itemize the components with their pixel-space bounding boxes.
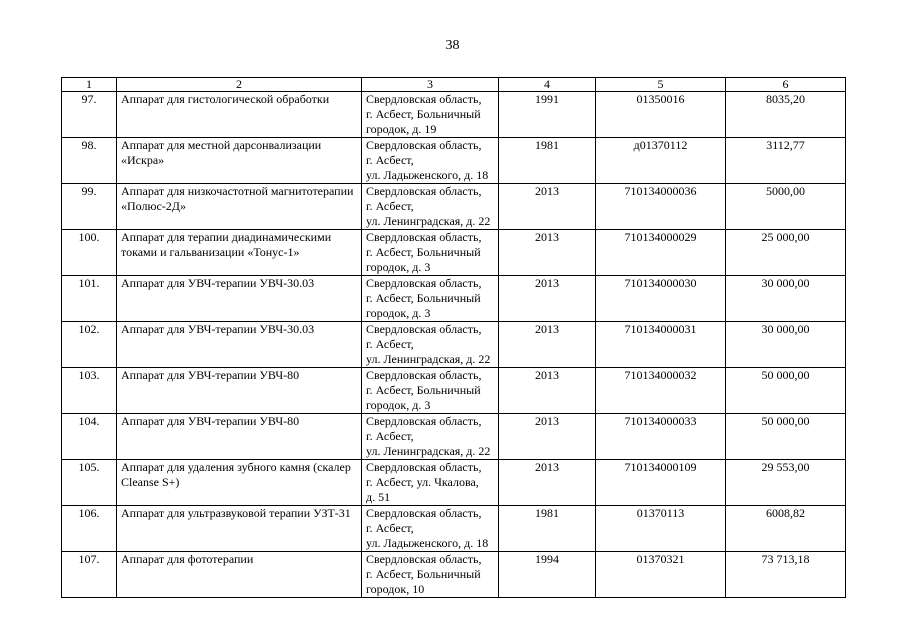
address-line: Свердловская область,: [366, 230, 482, 244]
value-cell: 5000,00: [726, 184, 846, 230]
inventory-table: [61, 77, 846, 598]
year-cell: 1981: [499, 506, 596, 552]
address-line: Свердловская область,: [366, 368, 482, 382]
year-cell: 2013: [499, 230, 596, 276]
address-line: г. Асбест,: [366, 153, 414, 167]
item-name-cell: Аппарат для ультразвуковой терапии УЗТ-31: [117, 506, 362, 552]
address-line: Свердловская область,: [366, 138, 482, 152]
address-line: городок, д. 3: [366, 260, 431, 274]
address-cell: [362, 92, 499, 138]
year-cell: 2013: [499, 414, 596, 460]
item-name-cell: Аппарат для низкочастотной магнитотерапии «Полюс-2Д»: [117, 184, 362, 230]
value-cell: 30 000,00: [726, 276, 846, 322]
address-line: ул. Ладыженского, д. 18: [366, 536, 489, 550]
address-line: городок, д. 3: [366, 306, 431, 320]
address-cell: [362, 230, 499, 276]
value-cell: 3112,77: [726, 138, 846, 184]
value-cell: 50 000,00: [726, 368, 846, 414]
address-line: городок, 10: [366, 582, 425, 596]
address-line: г. Асбест, Больничный: [366, 291, 481, 305]
item-name-cell: Аппарат для фототерапии: [117, 552, 362, 598]
row-number-cell: 100.: [62, 230, 117, 276]
table-row: [62, 460, 846, 506]
row-number-cell: 98.: [62, 138, 117, 184]
value-cell: 8035,20: [726, 92, 846, 138]
table-row: [62, 138, 846, 184]
address-cell: [362, 552, 499, 598]
inventory-number-cell: 01350016: [596, 92, 726, 138]
address-line: ул. Ленинградская, д. 22: [366, 214, 491, 228]
address-line: Свердловская область,: [366, 322, 482, 336]
column-header: 1: [62, 78, 117, 92]
row-number-cell: 105.: [62, 460, 117, 506]
inventory-number-cell: 710134000029: [596, 230, 726, 276]
address-line: Свердловская область,: [366, 506, 482, 520]
address-line: Свердловская область,: [366, 92, 482, 106]
address-line: городок, д. 3: [366, 398, 431, 412]
value-cell: 73 713,18: [726, 552, 846, 598]
row-number-cell: 104.: [62, 414, 117, 460]
item-name-cell: Аппарат для УВЧ-терапии УВЧ-30.03: [117, 322, 362, 368]
table-row: [62, 276, 846, 322]
row-number-cell: 103.: [62, 368, 117, 414]
table-body: [62, 92, 846, 598]
row-number-cell: 107.: [62, 552, 117, 598]
address-cell: [362, 460, 499, 506]
table-header-row: [62, 78, 846, 92]
year-cell: 2013: [499, 276, 596, 322]
table-row: [62, 368, 846, 414]
address-line: г. Асбест,: [366, 429, 414, 443]
year-cell: 1991: [499, 92, 596, 138]
inventory-number-cell: 710134000036: [596, 184, 726, 230]
value-cell: 30 000,00: [726, 322, 846, 368]
address-line: г. Асбест,: [366, 521, 414, 535]
column-header: 3: [362, 78, 499, 92]
address-cell: [362, 322, 499, 368]
address-line: городок, д. 19: [366, 122, 437, 136]
column-header: 4: [499, 78, 596, 92]
address-line: г. Асбест, Больничный: [366, 567, 481, 581]
row-number-cell: 97.: [62, 92, 117, 138]
inventory-number-cell: 710134000030: [596, 276, 726, 322]
inventory-number-cell: 710134000031: [596, 322, 726, 368]
address-cell: [362, 506, 499, 552]
year-cell: 2013: [499, 322, 596, 368]
address-line: Свердловская область,: [366, 414, 482, 428]
inventory-number-cell: 01370321: [596, 552, 726, 598]
address-line: г. Асбест, ул. Чкалова,: [366, 475, 479, 489]
row-number-cell: 106.: [62, 506, 117, 552]
address-cell: [362, 368, 499, 414]
column-header: 6: [726, 78, 846, 92]
item-name-cell: Аппарат для УВЧ-терапии УВЧ-30.03: [117, 276, 362, 322]
row-number-cell: 102.: [62, 322, 117, 368]
table-row: [62, 322, 846, 368]
address-line: г. Асбест, Больничный: [366, 383, 481, 397]
table-row: [62, 506, 846, 552]
inventory-number-cell: 710134000033: [596, 414, 726, 460]
year-cell: 2013: [499, 368, 596, 414]
address-cell: [362, 184, 499, 230]
address-line: Свердловская область,: [366, 460, 482, 474]
value-cell: 29 553,00: [726, 460, 846, 506]
page-number: 38: [445, 38, 460, 53]
table-row: [62, 92, 846, 138]
table-row: [62, 184, 846, 230]
item-name-cell: Аппарат для гистологической обработки: [117, 92, 362, 138]
table-row: [62, 552, 846, 598]
address-line: Свердловская область,: [366, 276, 482, 290]
address-line: ул. Ленинградская, д. 22: [366, 444, 491, 458]
inventory-number-cell: д01370112: [596, 138, 726, 184]
year-cell: 2013: [499, 184, 596, 230]
item-name-cell: Аппарат для местной дарсонвализации «Искра»: [117, 138, 362, 184]
inventory-number-cell: 01370113: [596, 506, 726, 552]
row-number-cell: 99.: [62, 184, 117, 230]
item-name-cell: Аппарат для терапии диадинамическими токами и гальванизации «Тонус-1»: [117, 230, 362, 276]
address-line: г. Асбест,: [366, 337, 414, 351]
address-line: г. Асбест,: [366, 199, 414, 213]
address-line: Свердловская область,: [366, 552, 482, 566]
value-cell: 6008,82: [726, 506, 846, 552]
inventory-number-cell: 710134000109: [596, 460, 726, 506]
table-row: [62, 230, 846, 276]
value-cell: 25 000,00: [726, 230, 846, 276]
row-number-cell: 101.: [62, 276, 117, 322]
address-line: г. Асбест, Больничный: [366, 245, 481, 259]
table-row: [62, 414, 846, 460]
year-cell: 1981: [499, 138, 596, 184]
address-cell: [362, 138, 499, 184]
item-name-cell: Аппарат для УВЧ-терапии УВЧ-80: [117, 368, 362, 414]
address-line: д. 51: [366, 490, 391, 504]
address-cell: [362, 414, 499, 460]
column-header: 5: [596, 78, 726, 92]
year-cell: 2013: [499, 460, 596, 506]
column-header: 2: [117, 78, 362, 92]
item-name-cell: Аппарат для удаления зубного камня (скалер Cleanse S+): [117, 460, 362, 506]
year-cell: 1994: [499, 552, 596, 598]
address-cell: [362, 276, 499, 322]
item-name-cell: Аппарат для УВЧ-терапии УВЧ-80: [117, 414, 362, 460]
address-line: ул. Ленинградская, д. 22: [366, 352, 491, 366]
value-cell: 50 000,00: [726, 414, 846, 460]
address-line: г. Асбест, Больничный: [366, 107, 481, 121]
address-line: Свердловская область,: [366, 184, 482, 198]
address-line: ул. Ладыженского, д. 18: [366, 168, 489, 182]
inventory-number-cell: 710134000032: [596, 368, 726, 414]
